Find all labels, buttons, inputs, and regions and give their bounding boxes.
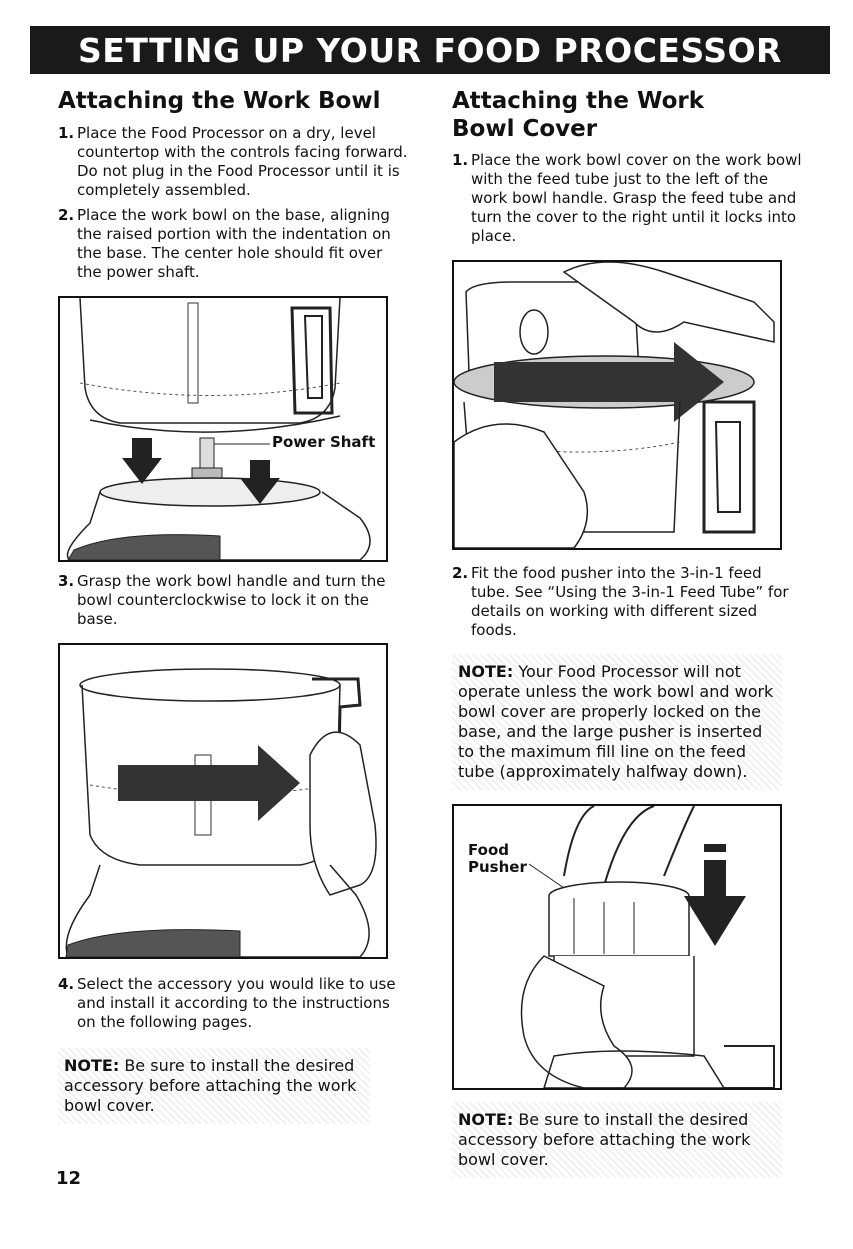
step-text: Grasp the work bowl handle and turn the bowl counterclockwise to lock it on the base.: [77, 571, 386, 628]
note-text: Be sure to install the desired accessory before attaching the work bowl cover.: [64, 1055, 357, 1115]
note-lead: NOTE:: [64, 1055, 120, 1075]
right-step-2: [452, 564, 802, 640]
step-text: Place the work bowl on the base, aligning the raised portion with the indentation on the base. The center hole should fit over the power shaft.: [77, 205, 391, 281]
note-right-2: [452, 1102, 782, 1178]
step-number: 4.: [58, 974, 75, 993]
note-lead: NOTE:: [458, 662, 514, 682]
step-number: 2.: [58, 205, 75, 224]
bowl-base-illustration: [60, 298, 386, 560]
left-step-3: [58, 572, 408, 629]
page-title: SETTING UP YOUR FOOD PROCESSOR: [78, 30, 782, 70]
section-banner: [30, 26, 830, 74]
right-column: [452, 88, 802, 1178]
step-text: Fit the food pusher into the 3-in-1 feed tube. See “Using the 3-in-1 Feed Tube” for details on working with different sized foods.: [471, 564, 789, 640]
page-number: 12: [56, 1168, 82, 1189]
left-step-2: [58, 206, 408, 282]
hand-icon: [310, 732, 376, 895]
left-step-1: [58, 124, 408, 200]
note-text: Your Food Processor will not operate unless the work bowl and work bowl cover are properly locked on the base, and the large pusher is inserted to the maximum fill line on the feed tube (approximately halfway down).: [458, 662, 774, 782]
note-left: [58, 1048, 370, 1124]
figure-food-pusher: [452, 804, 782, 1090]
step-number: 1.: [58, 123, 75, 142]
figure-lock-bowl: [58, 643, 388, 959]
left-step-4: [58, 975, 408, 1032]
step-number: 3.: [58, 571, 75, 590]
arrow-icon: [684, 860, 746, 946]
right-heading: Attaching the Work Bowl Cover: [452, 88, 705, 142]
lock-bowl-illustration: [60, 645, 386, 957]
hand-icon: [564, 806, 694, 886]
arrow-icon: [118, 745, 300, 821]
attach-cover-illustration: [454, 262, 780, 548]
hand-icon: [454, 424, 587, 548]
right-step-1: [452, 151, 802, 246]
note-lead: NOTE:: [458, 1110, 514, 1130]
step-number: 2.: [452, 564, 469, 583]
note-right-1: [452, 654, 782, 790]
left-heading: Attaching the Work Bowl: [58, 88, 381, 114]
step-number: 1.: [452, 151, 469, 170]
food-pusher-label: [468, 842, 527, 876]
power-shaft-label: Power Shaft: [272, 432, 376, 451]
left-column: [58, 88, 408, 1124]
step-text: Place the Food Processor on a dry, level countertop with the controls facing forward. Do not plug in the Food Processor until it is completely assembled.: [77, 123, 408, 199]
arrow-icon: [122, 438, 162, 484]
step-text: Select the accessory you would like to use and install it according to the instructions on the following pages.: [77, 974, 396, 1031]
note-text: Be sure to install the desired accessory before attaching the work bowl cover.: [458, 1110, 751, 1170]
food-pusher-label-line2: Pusher: [468, 858, 527, 877]
figure-attach-cover: [452, 260, 782, 550]
figure-power-shaft: [58, 296, 388, 562]
food-pusher-label-line1: Food: [468, 841, 509, 860]
step-text: Place the work bowl cover on the work bowl with the feed tube just to the left of the work bowl handle. Grasp the feed tube and turn the cover to the right until it locks into place.: [471, 151, 802, 246]
